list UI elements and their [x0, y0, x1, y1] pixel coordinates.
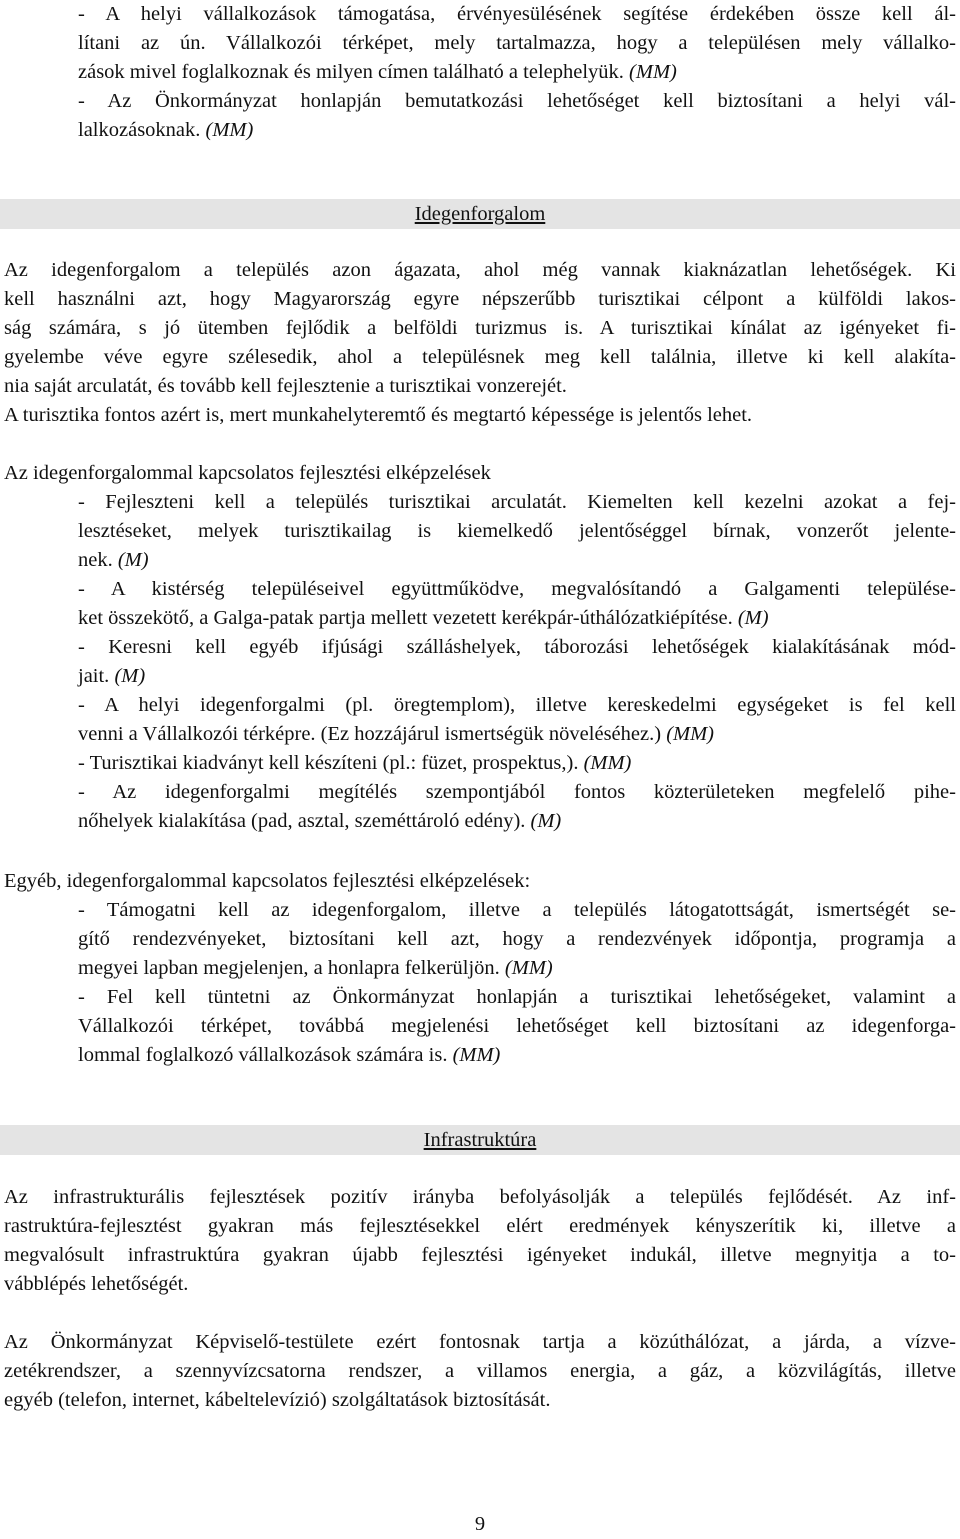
list-item-line: - Fejleszteni kell a település turisztikai arculatát. Kiemelten kell kezelni azokat a fej-	[78, 491, 956, 513]
paragraph-line: nia saját arculatát, és tovább kell fejlesztenie a turisztikai vonzerejét.	[4, 375, 567, 397]
list-item-tag: (MM)	[205, 119, 254, 141]
infrastructure-paragraph-2	[4, 1328, 956, 1415]
list-item-line: lommal foglalkozó vállalkozások számára is. (MM)	[78, 1044, 501, 1066]
list-item-line: lítani az ún. Vállalkozói térképet, mely tartalmazza, hogy a településen mely vállalko-	[78, 32, 956, 54]
list-item-line: gítő rendezvényeket, biztosítani kell azt, hogy a rendezvények időpontja, programja a	[78, 928, 956, 950]
list-item	[78, 87, 956, 145]
infrastructure-paragraph-1	[4, 1183, 956, 1299]
list-item-line: - A kistérség településeivel együttműködve, megvalósítandó a Galgamenti települése-	[78, 578, 956, 600]
list-item-line: nek. (M)	[78, 549, 149, 571]
list-item-line: venni a Vállalkozói térképre. (Ez hozzájárul ismertségük növeléséhez.) (MM)	[78, 723, 714, 745]
paragraph-line: ság számára, s jó ütemben fejlődik a belföldi turizmus is. A turisztikai kínálat az igényeket fi-	[4, 317, 956, 339]
paragraph-line: vábblépés lehetőségét.	[4, 1273, 189, 1295]
list-item-tag: (MM)	[583, 752, 632, 774]
list-item-line: - Fel kell tüntetni az Önkormányzat honlapján a turisztikai lehetőségeket, valamint a	[78, 986, 956, 1008]
business-support-list	[4, 0, 956, 145]
list-item-tag: (M)	[114, 665, 146, 687]
list-item	[78, 983, 956, 1070]
list-item-tag: (M)	[117, 549, 149, 571]
list-item-tag: (MM)	[629, 61, 677, 83]
other-list	[4, 896, 956, 1070]
paragraph-line: gyelembe véve egyre szélesedik, ahol a településnek meg kell találnia, illetve ki kell alakíta-	[4, 346, 956, 368]
list-item-line: megyei lapban megjelenjen, a honlapra felkerüljön. (MM)	[78, 957, 553, 979]
list-item	[78, 488, 956, 575]
list-item	[78, 633, 956, 691]
list-item-line: Vállalkozói térképet, továbbá megjelenési lehetőséget kell biztosítani az idegenforga-	[78, 1015, 956, 1037]
paragraph-line: rastruktúra-fejlesztést gyakran más fejlesztésekkel elért eredmények kényszerítik ki, illetve a	[4, 1215, 956, 1237]
tourism-other-section	[4, 867, 956, 1070]
list-item-line: lalkozásoknak. (MM)	[78, 119, 254, 141]
paragraph-line: kell használni azt, hogy Magyarország egyre népszerűbb turisztikai célpont a külföldi lakos-	[4, 288, 956, 310]
subsection-title: Egyéb, idegenforgalommal kapcsolatos fejlesztési elképzelések:	[4, 870, 531, 892]
paragraph-line: Az Önkormányzat Képviselő-testülete ezért fontosnak tartja a közúthálózat, a járda, a vízve-	[4, 1331, 956, 1353]
list-item-tag: (M)	[737, 607, 769, 629]
subsection-title: Az idegenforgalommal kapcsolatos fejlesztési elképzelések	[4, 462, 491, 484]
list-item-line: jait. (M)	[78, 665, 146, 687]
list-item	[78, 691, 956, 749]
section-heading-infrastructure: Infrastruktúra	[0, 1125, 960, 1155]
paragraph-line: Az infrastrukturális fejlesztések pozitív irányba befolyásolják a település fejlődését. Az inf-	[4, 1186, 956, 1208]
list-item-tag: (MM)	[452, 1044, 501, 1066]
paragraph-line: zetékrendszer, a szennyvízcsatorna rendszer, a villamos energia, a gáz, a közvilágítás, illetve	[4, 1360, 956, 1382]
list-item-line: - Turisztikai kiadványt kell készíteni (pl.: füzet, prospektus,). (MM)	[78, 752, 632, 774]
list-item	[78, 778, 956, 836]
list-item-line: - A helyi idegenforgalmi (pl. öregtemplom), illetve kereskedelmi egységeket is fel kell	[78, 694, 956, 716]
list-item-line: - A helyi vállalkozások támogatása, érvényesülésének segítése érdekében össze kell ál-	[78, 3, 956, 25]
list-item	[78, 896, 956, 983]
page-number: 9	[474, 1513, 486, 1535]
paragraph-line: egyéb (telefon, internet, kábeltelevízió) szolgáltatások biztosítását.	[4, 1389, 551, 1411]
paragraph-line: A turisztika fontos azért is, mert munkahelyteremtő és megtartó képessége is jelentős lehet.	[4, 404, 753, 426]
list-item	[78, 575, 956, 633]
paragraph-line: Az idegenforgalom a település azon ágazata, ahol még vannak kiaknázatlan lehetőségek. Ki	[4, 259, 956, 281]
list-item-line: - Támogatni kell az idegenforgalom, illetve a település látogatottságát, ismertségét se-	[78, 899, 956, 921]
list-item-tag: (MM)	[666, 723, 714, 745]
list-item	[78, 0, 956, 87]
list-item-line: lesztéseket, melyek turisztikailag is kiemelkedő jelentőséggel bírnak, vonzerőt jelente-	[78, 520, 956, 542]
list-item-line: nőhelyek kialakítása (pad, asztal, szeméttároló edény). (M)	[78, 810, 562, 832]
list-item-line: - Az Önkormányzat honlapján bemutatkozási lehetőséget kell biztosítani a helyi vál-	[78, 90, 956, 112]
list-item-line: - Keresni kell egyéb ifjúsági szálláshelyek, táborozási lehetőségek kialakításának mód-	[78, 636, 956, 658]
section-heading-tourism: Idegenforgalom	[0, 199, 960, 229]
tourism-dev-section	[4, 459, 956, 836]
list-item-line: zások mivel foglalkoznak és milyen címen található a telephelyük. (MM)	[78, 61, 677, 83]
paragraph-line: megvalósult infrastruktúra gyakran újabb fejlesztési igényeket indukál, illetve megnyitja a to-	[4, 1244, 956, 1266]
list-item-tag: (M)	[530, 810, 562, 832]
list-item-line: ket összekötő, a Galga-patak partja mellett vezetett kerékpár-úthálózatkiépítése. (M)	[78, 607, 769, 629]
dev-list	[4, 488, 956, 836]
list-item	[78, 749, 956, 778]
list-item-line: - Az idegenforgalmi megítélés szempontjából fontos közterületeken megfelelő pihe-	[78, 781, 956, 803]
tourism-intro	[4, 256, 956, 430]
list-item-tag: (MM)	[504, 957, 553, 979]
